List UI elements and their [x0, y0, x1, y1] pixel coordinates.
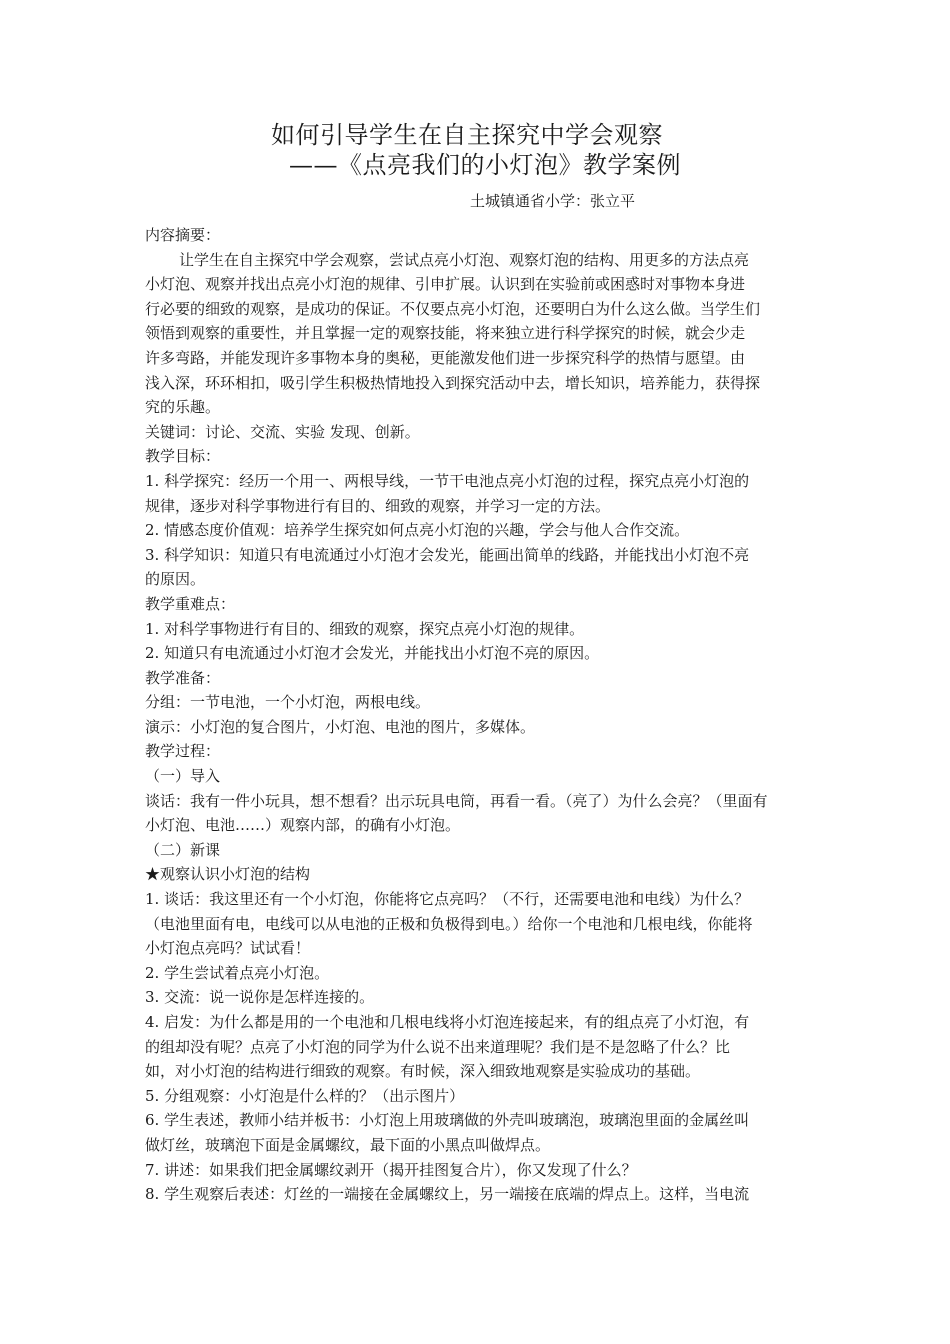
text-line: 1. 科学探究：经历一个用一、两根导线，一节干电池点亮小灯泡的过程，探究点亮小灯泡的: [145, 471, 750, 490]
text-line: 究的乐趣。: [145, 398, 221, 417]
text-line: 教学重难点：: [145, 594, 236, 613]
text-line: 8. 学生观察后表述：灯丝的一端接在金属螺纹上，另一端接在底端的焊点上。这样，当电流: [145, 1185, 750, 1204]
text-line: （一）导入: [145, 767, 221, 786]
text-line: 关键词：讨论、交流、实验 发现、创新。: [145, 422, 420, 441]
text-line: 5. 分组观察：小灯泡是什么样的？（出示图片）: [145, 1086, 465, 1105]
text-line: 的原因。: [145, 570, 206, 589]
text-line: 行必要的细致的观察，是成功的保证。不仅要点亮小灯泡，还要明白为什么这么做。当学生们: [145, 299, 761, 318]
text-line: 做灯丝，玻璃泡下面是金属螺纹，最下面的小黑点叫做焊点。: [145, 1135, 551, 1154]
text-line: （二）新课: [145, 840, 221, 859]
text-line: 让学生在自主探究中学会观察，尝试点亮小灯泡、观察灯泡的结构、用更多的方法点亮: [179, 250, 750, 269]
text-line: 3. 科学知识：知道只有电流通过小灯泡才会发光，能画出简单的线路，并能找出小灯泡不亮: [145, 545, 750, 564]
text-line: 3. 交流：说一说你是怎样连接的。: [145, 988, 375, 1007]
text-line: 如，对小灯泡的结构进行细致的观察。有时候，深入细致地观察是实验成功的基础。: [145, 1062, 701, 1081]
text-line: 演示：小灯泡的复合图片，小灯泡、电池的图片，多媒体。: [145, 717, 536, 736]
text-line: 的组却没有呢？点亮了小灯泡的同学为什么说不出来道理呢？我们是不是忽略了什么？比: [145, 1037, 731, 1056]
text-line: 2. 情感态度价值观：培养学生探究如何点亮小灯泡的兴趣，学会与他人合作交流。: [145, 521, 690, 540]
text-line: 7. 讲述：如果我们把金属螺纹剥开（揭开挂图复合片），你又发现了什么？: [145, 1160, 637, 1179]
text-line: 浅入深，环环相扣，吸引学生积极热情地投入到探究活动中去，增长知识，培养能力，获得探: [145, 373, 761, 392]
document-subtitle: ——《点亮我们的小灯泡》教学案例: [289, 151, 681, 179]
document-title: 如何引导学生在自主探究中学会观察: [271, 121, 663, 149]
text-line: 教学准备：: [145, 668, 221, 687]
text-line: 内容摘要：: [145, 226, 221, 244]
text-line: 谈话：我有一件小玩具，想不想看？出示玩具电筒，再看一看。（亮了）为什么会亮？（里面有: [145, 791, 768, 810]
text-line: 1. 对科学事物进行有目的、细致的观察，探究点亮小灯泡的规律。: [145, 619, 585, 638]
text-line: 2. 学生尝试着点亮小灯泡。: [145, 963, 330, 982]
text-line: 4. 启发：为什么都是用的一个电池和几根电线将小灯泡连接起来，有的组点亮了小灯泡，有: [145, 1013, 750, 1031]
text-line: 小灯泡点亮吗？试试看！: [145, 939, 311, 958]
text-line: 6. 学生表述，教师小结并板书：小灯泡上用玻璃做的外壳叫玻璃泡，玻璃泡里面的金属丝叫: [145, 1111, 750, 1130]
text-line: 领悟到观察的重要性，并且掌握一定的观察技能，将来独立进行科学探究的时候，就会少走: [145, 324, 746, 343]
text-line: 许多弯路，并能发现许多事物本身的奥秘，更能激发他们进一步探究科学的热情与愿望。由: [145, 348, 746, 367]
text-line: 2. 知道只有电流通过小灯泡才会发光，并能找出小灯泡不亮的原因。: [145, 644, 600, 663]
text-line: 分组：一节电池，一个小灯泡，两根电线。: [145, 693, 431, 712]
text-line: 1. 谈话：我这里还有一个小灯泡，你能将它点亮吗？（不行，还需要电池和电线）为什么？: [145, 890, 750, 909]
author-line: 土城镇通省小学：张立平: [470, 192, 636, 210]
text-line: ★观察认识小灯泡的结构: [145, 865, 311, 884]
document-body: [145, 223, 807, 1207]
text-line: 小灯泡、电池……）观察内部，的确有小灯泡。: [145, 816, 461, 835]
text-line: （电池里面有电，电线可以从电池的正极和负极得到电。）给你一个电池和几根电线，你能将: [145, 914, 753, 933]
text-line: 教学目标：: [145, 447, 221, 466]
text-line: 规律，逐步对科学事物进行有目的、细致的观察，并学习一定的方法。: [145, 496, 611, 515]
text-line: 小灯泡、观察并找出点亮小灯泡的规律、引申扩展。认识到在实验前或困惑时对事物本身进: [145, 275, 746, 294]
text-line: 教学过程：: [145, 742, 221, 761]
